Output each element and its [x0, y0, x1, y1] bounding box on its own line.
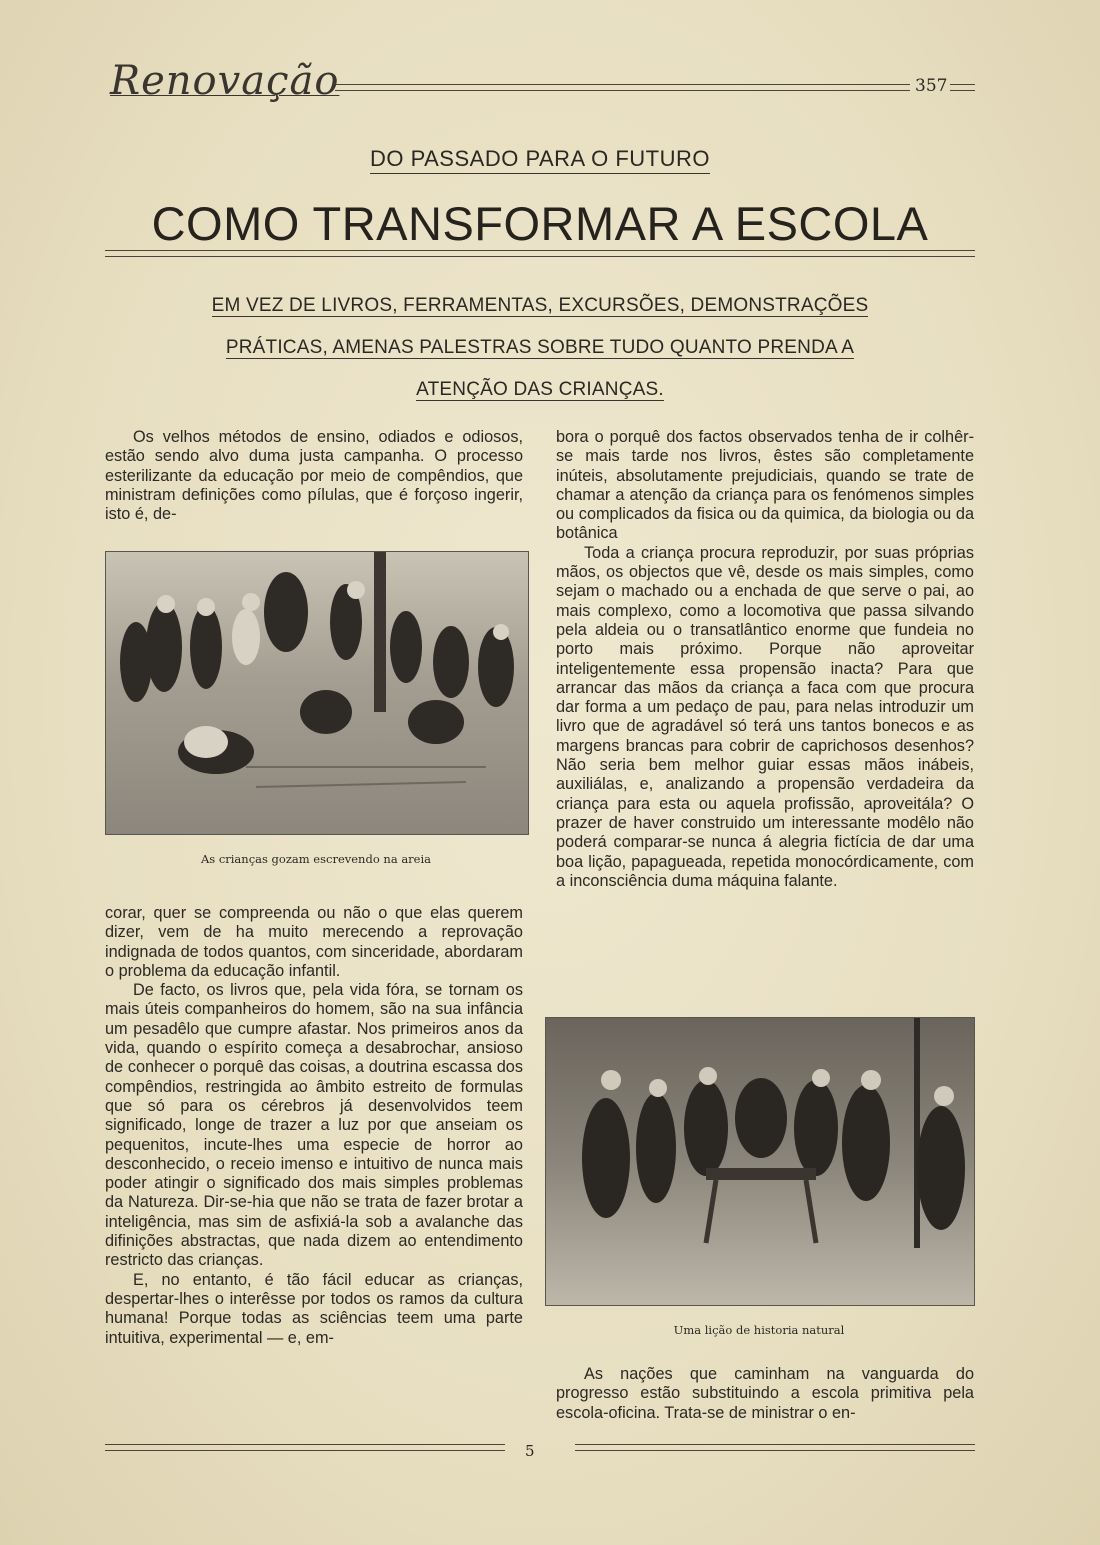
- paragraph: Toda a criança procura reproduzir, por suas próprias mãos, os objectos que vê, desde os mais simples, como sejam o machado ou a enchada de que serve o pai, ao mais complexo, como a locomotiva que passa silvando pela aldeia ou o transatlântico enorme que fundeia no porto mais próximo. Porque não aproveitar inteligentemente essa propensão inacta? Para que arrancar das mãos da criança a faca com que procura dar forma a um pedaço de pau, para nelas introduzir um livro que de agradável só terá uns tantos bonecos e as margens brancas para cobrir de caprichosos desenhos? Não seria bem melhor guiar essas mãos inábeis, auxiliálas, e, analizando a propensão verdadeira da criança para esta ou aquela profissão, aproveitála? O prazer de haver construido um interessante modêlo não poderá comparar-se nunca á alegria fictícia de dar uma boa lição, papagueada, repetida monocórdicamente, com a inconsciência duma máquina falante.: [556, 543, 974, 890]
- masthead-rule: [335, 84, 910, 91]
- article-kicker: [0, 146, 1080, 172]
- photo-natural-history-lesson: [545, 1017, 975, 1306]
- left-column-intro: [105, 428, 523, 524]
- paragraph: E, no entanto, é tão fácil educar as crianças, despertar-lhes o interêsse por todos os ramos da cultura humana! Porque todas as sciências teem uma parte intuitiva, experimental — e, em-: [105, 1270, 523, 1347]
- paragraph: corar, quer se compreenda ou não o que elas querem dizer, vem de ha muito merecendo a reprovação indignada de todos quantos, com sinceridade, abordaram o problema da educação infantil.: [105, 904, 523, 980]
- right-column-body: [556, 428, 974, 891]
- footer-rule-right: [575, 1444, 975, 1451]
- left-column-body: [105, 904, 523, 1348]
- deck-line: [160, 369, 920, 411]
- paragraph: De facto, os livros que, pela vida fóra, se tornam os mais úteis companheiros do homem, são na sua infância um pesadêlo que cumpre afastar. Nos primeiros anos da vida, quando o espírito começa a desabrochar, ansioso de conhecer o porquê das coisas, a doutrina escassa dos compêndios, restringida ao âmbito estreito de formulas que só para os cérebros já desenvolvidos teem significado, longe de trazer a luz por que anseiam os pequenitos, incute-lhes uma especie de horror ao desconhecido, o receio imenso e intuitivo de nunca mais poder atingir o significado dos mais simples problemas da Natureza. Dir-se-hia que não se trata de fazer brotar a inteligência, mas sim de asfixiá-la sob a avalanche das difinições abstractas, que nada dizem ao entendimento restricto das crianças.: [105, 981, 523, 1270]
- masthead: [110, 58, 980, 108]
- paragraph: bora o porquê dos factos observados tenha de ir colhêr-se mais tarde nos livros, êstes são completamente inúteis, absolutamente prejudiciais, quando se trate de chamar a atenção da criança para os fenómenos simples ou complicados da fisica ou da quimica, da biologia ou da botânica: [556, 428, 974, 543]
- photo-illustration: [106, 552, 528, 834]
- paragraph: As nações que caminham na vanguarda do progresso estão substituindo a escola primitiva pela escola-oficina. Trata-se de ministrar o en-: [556, 1365, 974, 1422]
- headline-rule: [105, 250, 975, 257]
- deck-line-text: ATENÇÃO DAS CRIANÇAS.: [416, 379, 664, 400]
- deck-line: [160, 285, 920, 327]
- deck-line-text: EM VEZ DE LIVROS, FERRAMENTAS, EXCURSÕES, DEMONSTRAÇÕES: [211, 295, 869, 316]
- right-column-closing: [556, 1365, 974, 1423]
- folio-number: 5: [525, 1442, 535, 1460]
- photo-caption: Uma lição de historia natural: [673, 1323, 845, 1337]
- article-headline: COMO TRANSFORMAR A ESCOLA: [151, 197, 929, 250]
- deck-line: [160, 327, 920, 369]
- page-number: 357: [915, 76, 948, 96]
- photo-caption: As crianças gozam escrevendo na areia: [200, 852, 432, 866]
- article-deck: [160, 285, 920, 411]
- photo-illustration: [546, 1018, 974, 1305]
- magazine-logo: Renovação: [110, 58, 340, 104]
- footer-rule-left: [105, 1444, 505, 1451]
- paragraph: Os velhos métodos de ensino, odiados e odiosos, estão sendo alvo duma justa campanha. O processo esterilizante da educação por meio de compêndios, que ministram definições como pílulas, que é forçoso ingerir, isto é, de-: [105, 428, 523, 524]
- masthead-rule-end: [950, 84, 975, 91]
- photo-children-writing-in-sand: [105, 551, 529, 835]
- kicker-text: DO PASSADO PARA O FUTURO: [370, 146, 710, 174]
- deck-line-text: PRÁTICAS, AMENAS PALESTRAS SOBRE TUDO QUANTO PRENDA A: [225, 337, 855, 358]
